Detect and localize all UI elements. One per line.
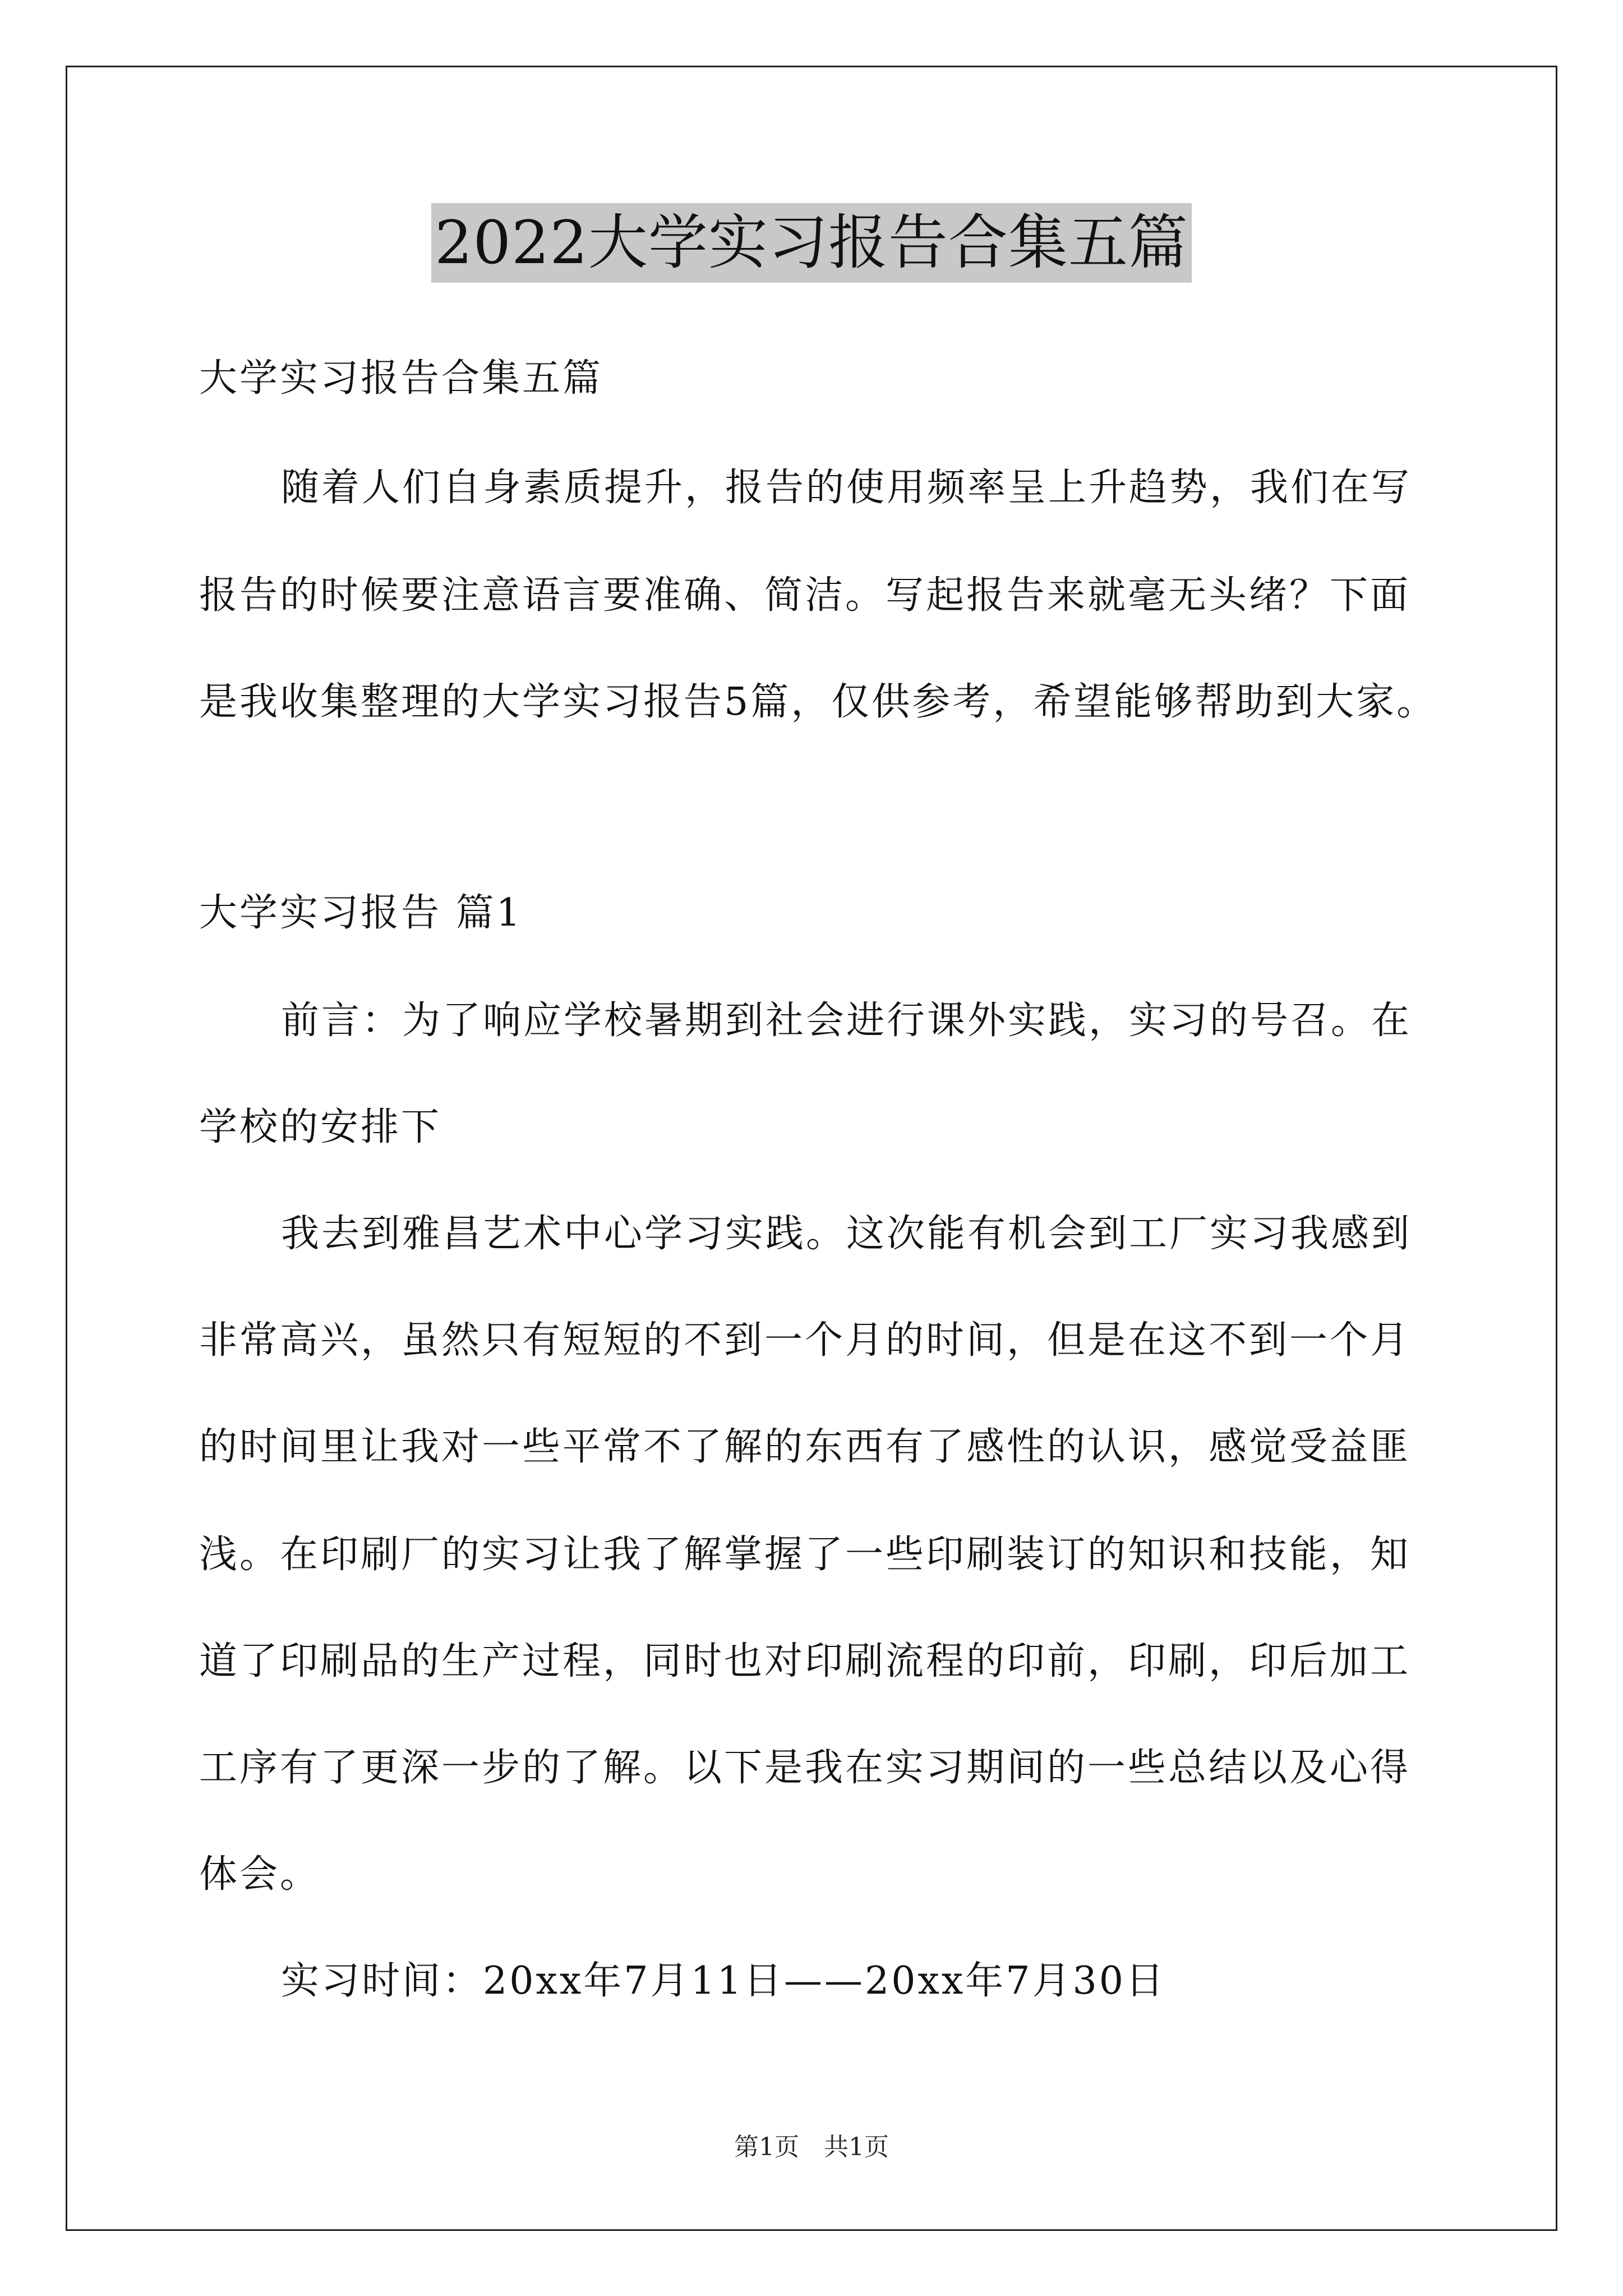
paragraph-line: 报告的时候要注意语言要准确、简洁。写起报告来就毫无头绪？下面 [199,573,1411,618]
document-title: 2022大学实习报告合集五篇 [431,203,1192,283]
section-heading: 大学实习报告 篇1 [199,891,523,935]
paragraph-line: 我去到雅昌艺术中心学习实践。这次能有机会到工厂实习我感到 [281,1212,1412,1256]
paragraph-line: 工序有了更深一步的了解。以下是我在实习期间的一些总结以及心得 [199,1746,1411,1790]
paragraph-line: 非常高兴，虽然只有短短的不到一个月的时间，但是在这不到一个月 [199,1318,1411,1363]
paragraph-line: 浅。在印刷厂的实习让我了解掌握了一些印刷装订的知识和技能，知 [199,1533,1411,1577]
internship-period-line: 实习时间：20xx年7月11日——20xx年7月30日 [281,1959,1166,2003]
paragraph-line: 的时间里让我对一些平常不了解的东西有了感性的认识，感觉受益匪 [199,1425,1411,1469]
page-footer: 第1页 共1页 [734,2133,889,2161]
paragraph-line: 学校的安排下 [199,1105,442,1149]
title-container [0,203,1623,283]
paragraph-line: 前言：为了响应学校暑期到社会进行课外实践，实习的号召。在 [281,999,1412,1043]
paragraph-line: 随着人们自身素质提升，报告的使用频率呈上升趋势，我们在写 [281,466,1412,510]
subtitle-line: 大学实习报告合集五篇 [199,356,603,401]
paragraph-line: 体会。 [199,1852,321,1897]
paragraph-line: 是我收集整理的大学实习报告5篇，仅供参考，希望能够帮助到大家。 [199,680,1437,724]
paragraph-line: 道了印刷品的生产过程，同时也对印刷流程的印前，印刷，印后加工 [199,1639,1411,1683]
